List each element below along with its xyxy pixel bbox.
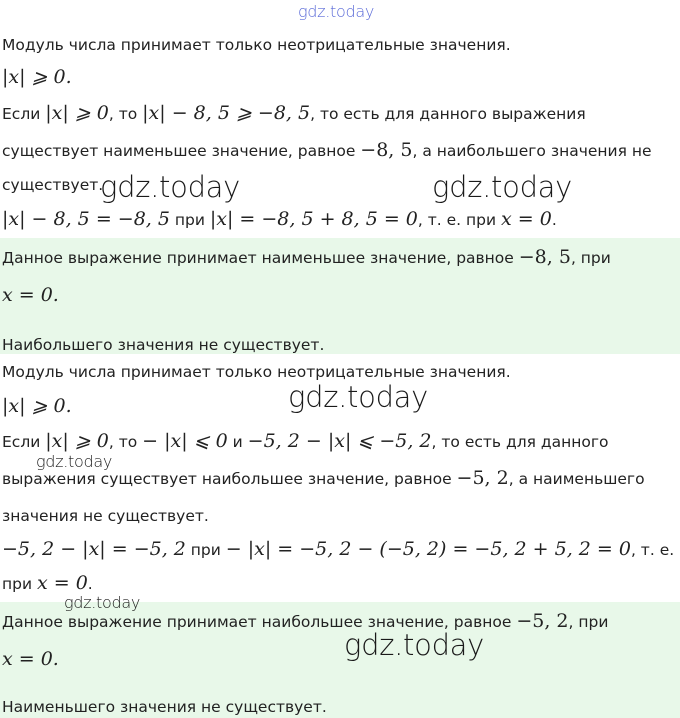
answer-1-line-2 xyxy=(2,284,59,307)
math-expression: − |x| ⩽ 0 xyxy=(142,430,228,452)
math-expression: x = 0. xyxy=(2,284,59,306)
solution-1-line-5: существует. xyxy=(2,176,104,194)
math-expression: |x| − 8, 5 = −8, 5 xyxy=(2,208,170,230)
text: , то xyxy=(108,105,143,123)
math-expression: −5, 2 − |x| ⩽ −5, 2 xyxy=(247,430,432,452)
text: . xyxy=(551,211,557,229)
text: выражения существует наибольшее значение, равное xyxy=(2,470,457,488)
watermark: gdz.today xyxy=(100,170,241,204)
text: при xyxy=(185,541,226,559)
math-expression: |x| ⩾ 0 xyxy=(45,102,109,124)
math-expression: −5, 2 xyxy=(516,610,569,632)
math-expression: −5, 2 − |x| = −5, 2 xyxy=(2,538,186,560)
math-expression: x = 0. xyxy=(2,648,59,670)
math-expression: x = 0 xyxy=(36,572,88,594)
solution-2-line-5: значения не существует. xyxy=(2,507,209,525)
text: , т. е. xyxy=(630,541,675,559)
text: . xyxy=(87,575,93,593)
math-expression: |x| ⩾ 0. xyxy=(2,66,72,88)
answer-1-line-3: Наибольшего значения не существует. xyxy=(2,336,325,354)
watermark: gdz.today xyxy=(64,593,141,612)
text: , то xyxy=(108,433,143,451)
solution-2-line-3 xyxy=(2,430,608,453)
text: , а наименьшего xyxy=(508,470,645,488)
text: , т. е. при xyxy=(417,211,502,229)
watermark-top: gdz.today xyxy=(298,2,375,21)
text: существует наименьшее значение, равное xyxy=(2,142,361,160)
text: , при xyxy=(570,249,611,267)
text: , то есть для данного выражения xyxy=(310,105,586,123)
math-expression: x = 0 xyxy=(501,208,552,230)
math-expression: −8, 5 xyxy=(360,139,413,161)
math-expression: − |x| = −5, 2 − (−5, 2) = −5, 2 + 5, 2 = 0 xyxy=(225,538,631,560)
answer-1-line-1 xyxy=(2,246,611,269)
text: при xyxy=(169,211,210,229)
math-expression: |x| = −8, 5 + 8, 5 = 0 xyxy=(209,208,418,230)
text: , то есть для данного xyxy=(431,433,609,451)
text: и xyxy=(227,433,248,451)
text: при xyxy=(2,575,37,593)
solution-2-line-7 xyxy=(2,572,93,595)
math-expression: |x| ⩾ 0 xyxy=(45,430,109,452)
text: Если xyxy=(2,105,46,123)
watermark: gdz.today xyxy=(288,380,429,414)
math-expression: |x| ⩾ 0. xyxy=(2,395,72,417)
solution-2-line-6 xyxy=(2,538,674,561)
answer-2-line-2 xyxy=(2,648,59,671)
text: Если xyxy=(2,433,46,451)
solution-1-line-6 xyxy=(2,208,557,231)
solution-1-line-3 xyxy=(2,102,586,125)
math-expression: |x| − 8, 5 ⩾ −8, 5 xyxy=(142,102,311,124)
solution-2-line-2 xyxy=(2,395,72,418)
watermark: gdz.today xyxy=(432,170,573,204)
text: Данное выражение принимает наименьшее значение, равное xyxy=(2,249,519,267)
solution-1-line-4 xyxy=(2,139,652,162)
text: , а наибольшего значения не xyxy=(412,142,652,160)
text: Данное выражение принимает наибольшее значение, равное xyxy=(2,613,517,631)
math-expression: −8, 5 xyxy=(518,246,571,268)
answer-2-line-1 xyxy=(2,610,608,633)
answer-2-line-3: Наименьшего значения не существует. xyxy=(2,698,327,716)
solution-2-line-1: Модуль числа принимает только неотрицательные значения. xyxy=(2,363,511,381)
solution-1-line-1: Модуль числа принимает только неотрицательные значения. xyxy=(2,36,511,54)
math-expression: −5, 2 xyxy=(456,467,509,489)
watermark: gdz.today xyxy=(36,452,113,471)
text: , при xyxy=(568,613,609,631)
watermark: gdz.today xyxy=(344,628,485,662)
solution-1-line-2 xyxy=(2,66,72,89)
